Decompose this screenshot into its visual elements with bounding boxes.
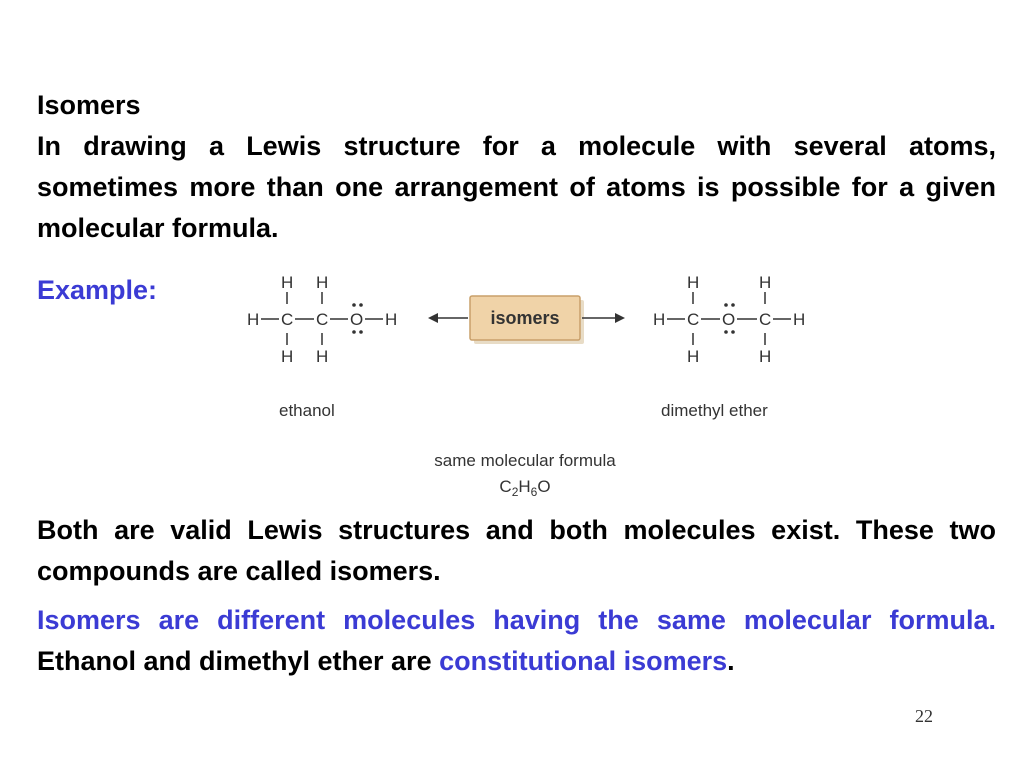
ethanol-label: ethanol	[279, 401, 335, 420]
atom-h: H	[316, 273, 329, 292]
ethanol-structure	[247, 273, 397, 366]
atom-c: C	[281, 310, 294, 329]
definition-period: .	[727, 646, 735, 676]
atom-c: C	[316, 310, 329, 329]
atom-h: H	[687, 347, 700, 366]
atom-o: O	[350, 310, 364, 329]
atom-h: H	[281, 347, 294, 366]
atom-h: H	[247, 310, 260, 329]
atom-h: H	[793, 310, 806, 329]
example-label: Example:	[37, 275, 158, 305]
constitutional-isomers-term: constitutional isomers	[439, 646, 728, 676]
atom-h: H	[687, 273, 700, 292]
atom-h: H	[316, 347, 329, 366]
atom-h: H	[385, 310, 398, 329]
definition-paragraph	[37, 600, 996, 682]
intro-paragraph: In drawing a Lewis structure for a molecule with several atoms, sometimes more than one arrangement of atoms is possible for a given molecular formula.	[37, 131, 996, 243]
dimethyl-ether-label: dimethyl ether	[661, 401, 768, 420]
atom-h: H	[653, 310, 666, 329]
atom-h: H	[281, 273, 294, 292]
definition-blue: Isomers are different molecules having the same molecular formula.	[37, 605, 996, 635]
atom-c: C	[759, 310, 772, 329]
atom-h: H	[759, 273, 772, 292]
conclusion-paragraph: Both are valid Lewis structures and both molecules exist. These two compounds are called isomers.	[37, 515, 996, 586]
slide-title: Isomers	[37, 90, 141, 120]
isomers-arrow	[428, 296, 625, 344]
molecular-formula: $C_2H_6O$	[499, 477, 551, 499]
isomers-figure	[235, 262, 835, 502]
definition-black: Ethanol and dimethyl ether are	[37, 646, 440, 676]
isomers-box-label: isomers	[490, 308, 560, 328]
formula-caption: same molecular formula	[434, 451, 616, 470]
atom-c: C	[687, 310, 700, 329]
atom-h: H	[759, 347, 772, 366]
page-number: 22	[915, 706, 933, 726]
atom-o: O	[722, 310, 736, 329]
dimethyl-ether-structure	[653, 273, 805, 366]
